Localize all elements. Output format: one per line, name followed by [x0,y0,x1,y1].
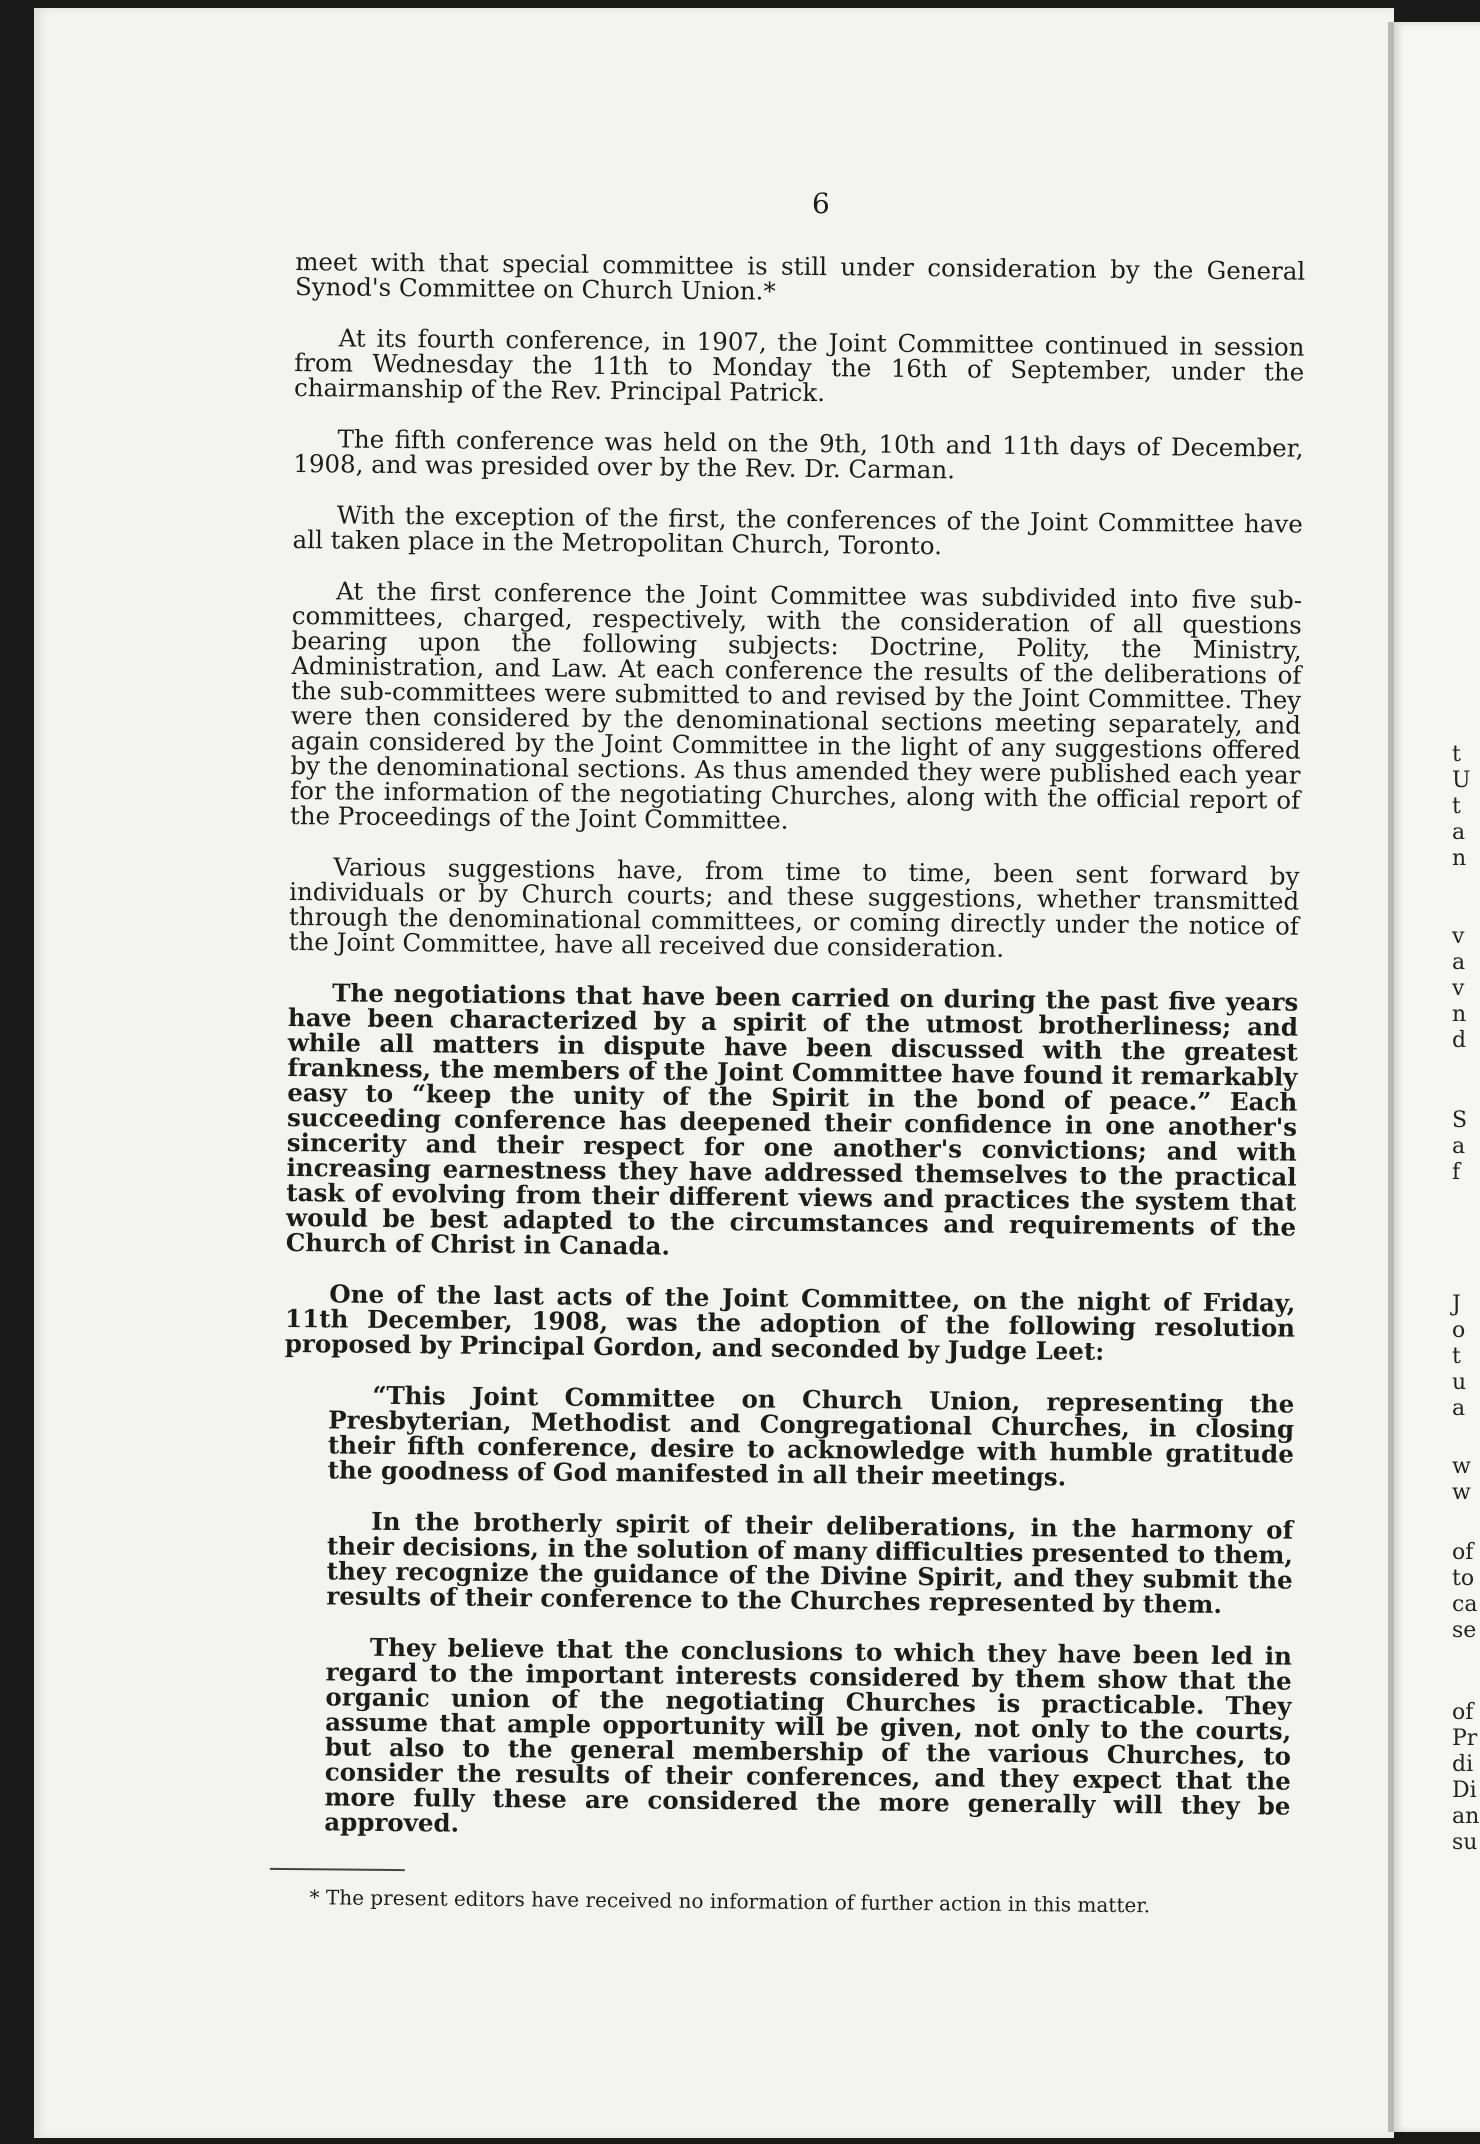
paragraph-1: meet with that special committee is still under consideration by the General Synod's Committee on Church Union.* [294,246,1306,306]
paragraph-4: With the exception of the first, the conferences of the Joint Committee have all taken place in the Metropolitan Church, Toronto. [292,500,1303,561]
paragraph-2: At its fourth conference, in 1907, the Joint Committee continued in session from Wednesday the 11th to Monday the 16th of September, under the chairmanship of the Rev. Principal Patrick. [293,323,1305,408]
facing-page-fragment: of [1452,1700,1474,1725]
paragraph-6: Various suggestions have, from time to time, been sent forward by individuals or by Church courts; and these suggestions, whether transmitted through the denominational committees, or coming directly under the notice of the Joint Committee, have all received due consideration. [288,852,1300,963]
footnote-rule [270,1868,405,1871]
facing-page-fragment: Pr [1452,1726,1478,1751]
facing-page-fragment: a [1452,1396,1466,1421]
facing-page-fragment: v [1452,924,1465,949]
facing-page-fragment: f [1452,1160,1461,1185]
facing-page-fragment: su [1452,1830,1478,1855]
paragraph-3: The fifth conference was held on the 9th, 10th and 11th days of December, 1908, and was presided over by the Rev. Dr. Carman. [293,424,1304,485]
facing-page-fragment: n [1452,846,1467,871]
facing-page-fragment: u [1452,1370,1467,1395]
facing-page-fragment: to [1452,1566,1475,1591]
resolution-paragraph-2: In the brotherly spirit of their deliberations, in the harmony of their decisions, in the solution of many difficulties presented to them, they recognize the guidance of the Divine Spirit, and they submit the results of their conference to the Churches represented by them. [326,1506,1294,1619]
facing-page-fragment: w [1452,1480,1471,1505]
resolution-paragraph-1: “This Joint Committee on Church Union, representing the Presbyterian, Methodist and Congregational Churches, in closing their fifth conference, desire to acknowledge with humble gratitude the goodness of God manifested in all their meetings. [327,1380,1295,1492]
facing-page-fragment: a [1452,1134,1466,1159]
facing-page-fragment: d [1452,1028,1467,1053]
resolution-paragraph-3: They believe that the conclusions to which they have been led in regard to the important interests considered by them show that the organic union of the negotiating Churches is practicable. They assume that ample opportunity will be given, not only to the courts, but also to the general membership of the various Churches, to consider the results of their conferences, and they expect that the more fully these are considered the more generally will they be approved. [324,1632,1293,1838]
paragraph-5: At the first conference the Joint Committee was subdivided into five sub-committees, charged, respectively, with the consideration of all questions bearing upon the following subjects: Doctrine, Polity, the Ministry, Administration, and Law. At each conference the results of the deliberations of the sub-committees were submitted to and revised by the Joint Committee. They were then considered by the denominational sections meeting separately, and again considered by the Joint Committee in the light of any suggestions offered by the denominational sections. As thus amended they were published each year for the information of the negotiating Churches, along with the official report of the Proceedings of the Joint Committee. [289,576,1303,835]
facing-page-fragment: a [1452,950,1466,975]
facing-page-fragment: t [1452,1344,1461,1369]
facing-page-fragment: di [1452,1752,1474,1777]
facing-page-fragment: t [1452,794,1461,819]
page-number: 6 [811,186,830,221]
facing-page-fragment: J [1452,1292,1461,1317]
facing-page-fragment: S [1452,1108,1468,1133]
facing-page-fragment: t [1452,742,1461,767]
page-text-block [279,186,1305,1918]
footnote: * The present editors have received no information of further action in this matter. [309,1885,1151,1918]
facing-page-fragment: a [1452,820,1466,845]
paragraph-8: One of the last acts of the Joint Committee, on the night of Friday, 11th December, 1908, was the adoption of the following resolution proposed by Principal Gordon, and seconded by Judge Leet: [284,1279,1296,1366]
paragraph-7: The negotiations that have been carried on during the past five years have been characterized by a spirit of the utmost brotherliness; and while all matters in dispute have been discussed with the greatest frankness, the members of the Joint Committee have found it remarkably easy to “keep the unity of the Spirit in the bond of peace.” Each succeeding conference has deepened their confidence in one another's sincerity and their respect for one another's convictions; and with increasing earnestness they have addressed themselves to the practical task of evolving from their different views and practices the system that would be best adapted to the circumstances and requirements of the Church of Christ in Canada. [285,978,1299,1261]
facing-page-fragment: of [1452,1540,1474,1565]
facing-page-fragment: U [1452,768,1471,793]
facing-page-fragment: se [1452,1618,1477,1643]
facing-page-fragment: o [1452,1318,1466,1343]
facing-page-fragment: v [1452,976,1465,1001]
facing-page-fragment: ca [1452,1592,1478,1617]
facing-page-fragment: w [1452,1454,1471,1479]
facing-page-fragment: an [1452,1804,1480,1829]
facing-page-fragment: n [1452,1002,1467,1027]
facing-page-fragment: Di [1452,1778,1477,1803]
